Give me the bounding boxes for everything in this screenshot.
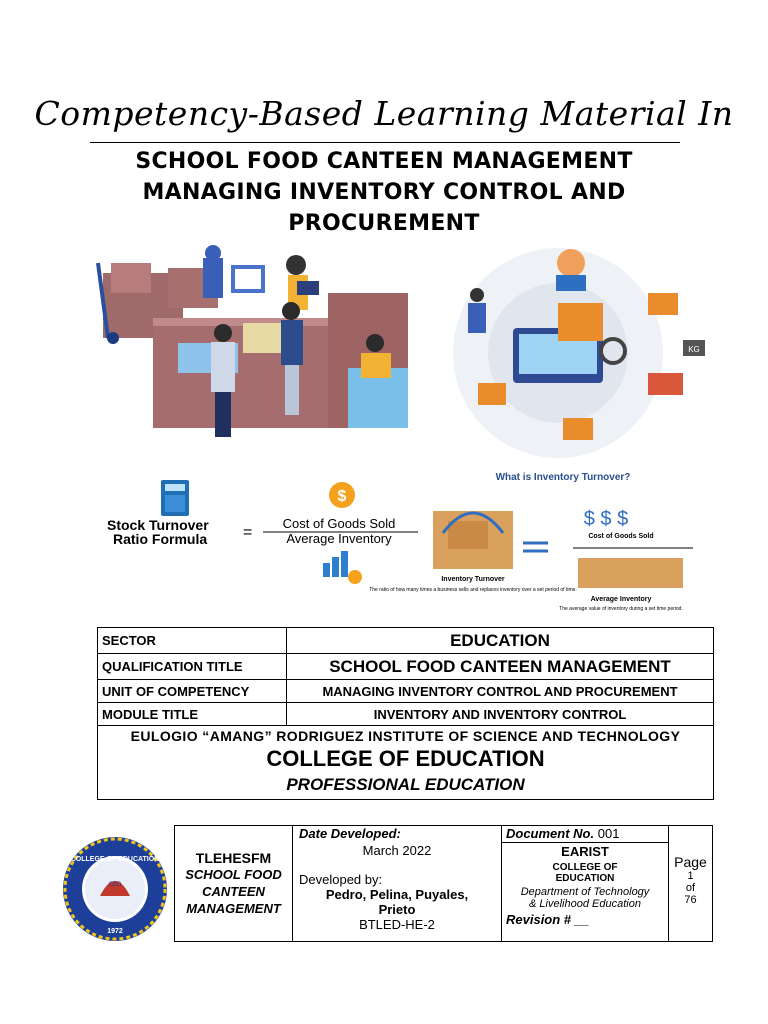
doc-no-value: 001 <box>597 826 620 841</box>
document-number <box>506 826 664 841</box>
module-info-table <box>97 627 714 800</box>
date-developed-label: Date Developed: <box>299 826 401 841</box>
logistics-cycle-illustration <box>453 248 705 458</box>
page-of: of <box>685 882 696 894</box>
calculator-icon <box>161 480 189 516</box>
main-title-line3: PROCUREMENT <box>288 211 480 236</box>
course-name-2: CANTEEN <box>202 884 265 899</box>
department-name: PROFESSIONAL EDUCATION <box>286 775 525 794</box>
qualification-value: SCHOOL FOOD CANTEEN MANAGEMENT <box>287 654 714 680</box>
course-cell <box>175 826 293 942</box>
avg-inventory-label: Average Inventory <box>590 596 652 603</box>
svg-text:CED: CED <box>108 882 122 888</box>
developed-by-label: Developed by: <box>299 872 383 887</box>
qualification-label: QUALIFICATION TITLE <box>98 654 287 680</box>
avg-inventory-desc: The average value of inventory during a set time period. <box>559 606 683 612</box>
document-info-table <box>174 825 713 942</box>
course-name-3: MANAGEMENT <box>186 901 281 916</box>
college-line2: EDUCATION <box>555 873 615 884</box>
dept-line2: & Livelihood Education <box>529 898 641 910</box>
turnover-title: What is Inventory Turnover? <box>495 472 631 483</box>
svg-text:KG: KG <box>688 345 700 354</box>
title-underline <box>90 142 680 143</box>
course-code: TLEHESFM <box>195 850 272 866</box>
formula-label-2: Ratio Formula <box>113 531 208 547</box>
development-cell <box>293 826 502 942</box>
developers-line1: Pedro, Pelina, Puyales, <box>325 887 469 902</box>
unit-label: UNIT OF COMPETENCY <box>98 680 287 703</box>
cover-illustration <box>93 243 713 618</box>
cogs-label: Cost of Goods Sold <box>588 533 654 540</box>
turnover-label: Inventory Turnover <box>441 576 505 583</box>
main-title-line1: SCHOOL FOOD CANTEEN MANAGEMENT <box>135 149 633 174</box>
formula-numerator: Cost of Goods Sold <box>282 516 396 531</box>
script-title: Competency-Based Learning Material In <box>34 94 734 133</box>
page-number: 1 <box>687 870 694 882</box>
page-cell <box>669 826 713 942</box>
module-label: MODULE TITLE <box>98 703 287 726</box>
sector-value: EDUCATION <box>287 628 714 654</box>
sector-label: SECTOR <box>98 628 287 654</box>
formula-label: Stock Turnover <box>107 517 209 533</box>
institution-block <box>98 726 714 800</box>
section-code: BTLED-HE-2 <box>359 917 435 932</box>
institute-name: EULOGIO “AMANG” RODRIGUEZ INSTITUTE OF SCIENCE AND TECHNOLOGY <box>130 728 681 744</box>
college-seal-logo <box>62 836 168 942</box>
institution-short: EARIST <box>561 844 609 859</box>
doc-no-label: Document No. <box>506 826 595 841</box>
main-title-line2: MANAGING INVENTORY CONTROL AND <box>142 180 626 205</box>
college-name: COLLEGE OF EDUCATION <box>266 746 545 771</box>
document-cell <box>502 826 669 942</box>
college-line1: COLLEGE OF <box>552 862 618 873</box>
formula-equals: = <box>243 524 253 541</box>
svg-text:$: $ <box>337 488 347 505</box>
page-label: Page <box>674 854 707 870</box>
turnover-desc: The ratio of how many times a business sells and replaces inventory over a set period of time. <box>369 587 577 593</box>
dollar-signs-icon: $ $ $ <box>583 508 629 530</box>
warehouse-scene-illustration <box>98 245 408 437</box>
page-total: 76 <box>684 894 697 906</box>
developers-line2: Prieto <box>378 902 416 917</box>
course-name-1: SCHOOL FOOD <box>185 867 282 882</box>
revision-number: Revision # __ <box>506 912 590 927</box>
dollar-coin-icon <box>329 482 355 508</box>
growth-chart-icon <box>323 551 362 584</box>
dept-line1: Department of Technology <box>520 886 650 898</box>
unit-value: MANAGING INVENTORY CONTROL AND PROCUREMENT <box>287 680 714 703</box>
svg-text:COLLEGE OF EDUCATION: COLLEGE OF EDUCATION <box>70 856 160 863</box>
formula-denominator: Average Inventory <box>286 531 392 546</box>
module-value: INVENTORY AND INVENTORY CONTROL <box>287 703 714 726</box>
date-developed-value: March 2022 <box>362 843 432 858</box>
svg-text:1972: 1972 <box>107 928 123 935</box>
